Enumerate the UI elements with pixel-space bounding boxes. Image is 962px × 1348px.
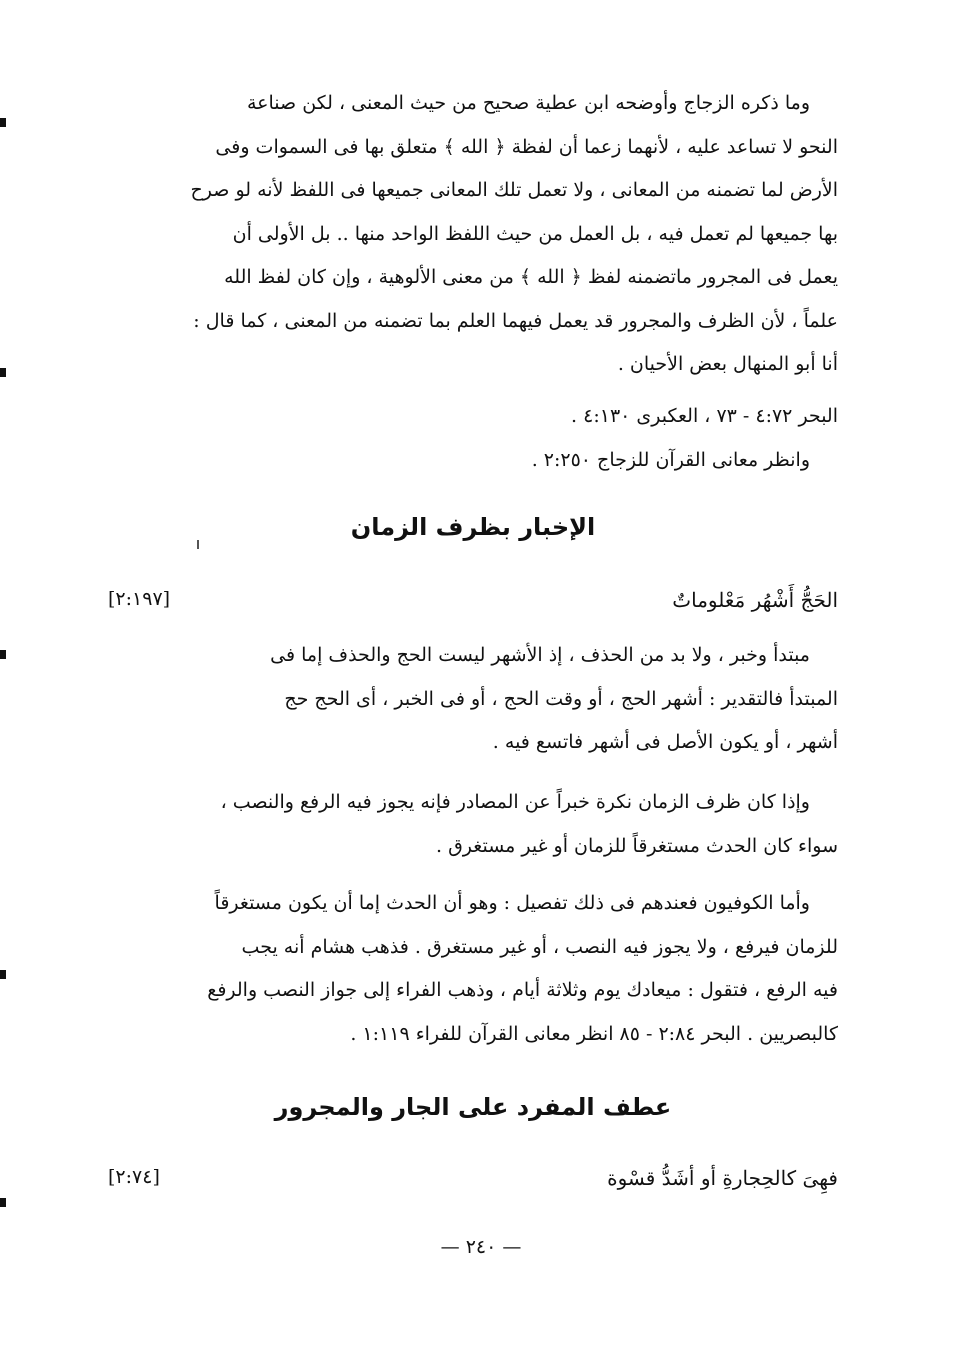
section-heading: عطف المفرد على الجار والمجرور bbox=[274, 1093, 672, 1121]
paragraph-2 bbox=[108, 634, 838, 765]
text-line: المبتدأ فالتقدير : أشهر الحج ، أو وقت الحج ، أو فى الخبر ، أى الحج حج bbox=[284, 687, 838, 710]
text-line: علماً ، لأن الظرف والمجرور قد يعمل فيهما العلم بما تضمنه من المعنى ، كما قال : bbox=[193, 309, 838, 332]
margin-mark bbox=[0, 118, 6, 127]
text-line: وما ذكره الزجاج وأوضحه ابن عطية صحيح من حيث المعنى ، لكن صناعة bbox=[246, 92, 810, 114]
reference-line: البحر ٤:٧٢ - ٧٣ ، العكبرى ٤:١٣٠ . bbox=[571, 405, 838, 427]
section-heading: الإخبار بظرف الزمان bbox=[350, 513, 596, 541]
verse-text: الحَجُّ أَشْهُر مَعْلوماتٌ bbox=[672, 588, 838, 612]
text-line: كالبصريين . البحر ٢:٨٤ - ٨٥ انظر معانى القرآن للفراء ١:١١٩ . bbox=[350, 1022, 838, 1045]
text-line: وإذا كان ظرف الزمان نكرة خبراً عن المصادر فإنه يجوز فيه الرفع والنصب ، bbox=[220, 791, 810, 813]
text-line: مبتدأ وخبر ، ولا بد من الحذف ، إذ الأشهر ليست الحج والحذف إما فى bbox=[270, 644, 810, 666]
text-line: أشهر ، أو يكون الأصل فى أشهر فاتسع فيه . bbox=[492, 731, 838, 753]
margin-mark bbox=[0, 970, 6, 979]
verse-reference: [٢:١٩٧] bbox=[108, 588, 171, 610]
page-number: — ٢٤٠ — bbox=[440, 1236, 522, 1258]
margin-mark bbox=[0, 1198, 6, 1207]
text-line: للزمان فيرفع ، ولا يجوز فيه النصب ، أو غير مستغرق . فذهب هشام أنه يجب bbox=[241, 935, 838, 958]
verse-text: فهِىَ كالحِجارةِ أو أشَدُّ قسْوة bbox=[607, 1166, 838, 1190]
references bbox=[108, 395, 838, 482]
text-line: بها جميعها لم تعمل فيه ، بل العمل من حيث اللفظ الواحد منها .. بل الأولى أن bbox=[232, 222, 838, 245]
quran-verse bbox=[108, 588, 838, 628]
text-line: الأرض لما تضمنه من المعانى ، ولا تعمل تلك المعانى جميعها فى اللفظ لأنه لو صرح bbox=[190, 179, 838, 201]
paragraph-1 bbox=[108, 82, 838, 387]
margin-mark bbox=[0, 368, 6, 377]
text-line: يعمل فى المجرور ماتضمنه لفظ ﴿ الله ﴾ من معنى الألوهية ، وإن كان لفظ الله bbox=[224, 266, 838, 288]
verse-reference: [٢:٧٤] bbox=[108, 1166, 160, 1188]
margin-mark bbox=[0, 650, 6, 659]
text-line: وأما الكوفيون فعندهم فى ذلك تفصيل : وهو أن الحدث إما أن يكون مستغرقاً bbox=[214, 892, 810, 914]
stray-mark bbox=[197, 540, 199, 549]
text-line: سواء كان الحدث مستغرقاً للزمان أو غير مستغرق . bbox=[435, 834, 838, 857]
quran-verse bbox=[108, 1166, 838, 1206]
paragraph-4 bbox=[108, 882, 838, 1056]
text-line: أنا أبو المنهال بعض الأحيان . bbox=[617, 353, 838, 375]
text-line: النحو لا تساعد عليه ، لأنهما زعما أن لفظة ﴿ الله ﴾ متعلق بها فى السموات وفى bbox=[215, 135, 838, 158]
paragraph-3 bbox=[108, 781, 838, 868]
reference-line: وانظر معانى القرآن للزجاج ٢:٢٥٠ . bbox=[531, 448, 810, 471]
text-line: فيه الرفع ، فتقول : ميعادك يوم وثلاثة أيام ، وذهب الفراء إلى جواز النصب والرفع bbox=[207, 979, 838, 1001]
